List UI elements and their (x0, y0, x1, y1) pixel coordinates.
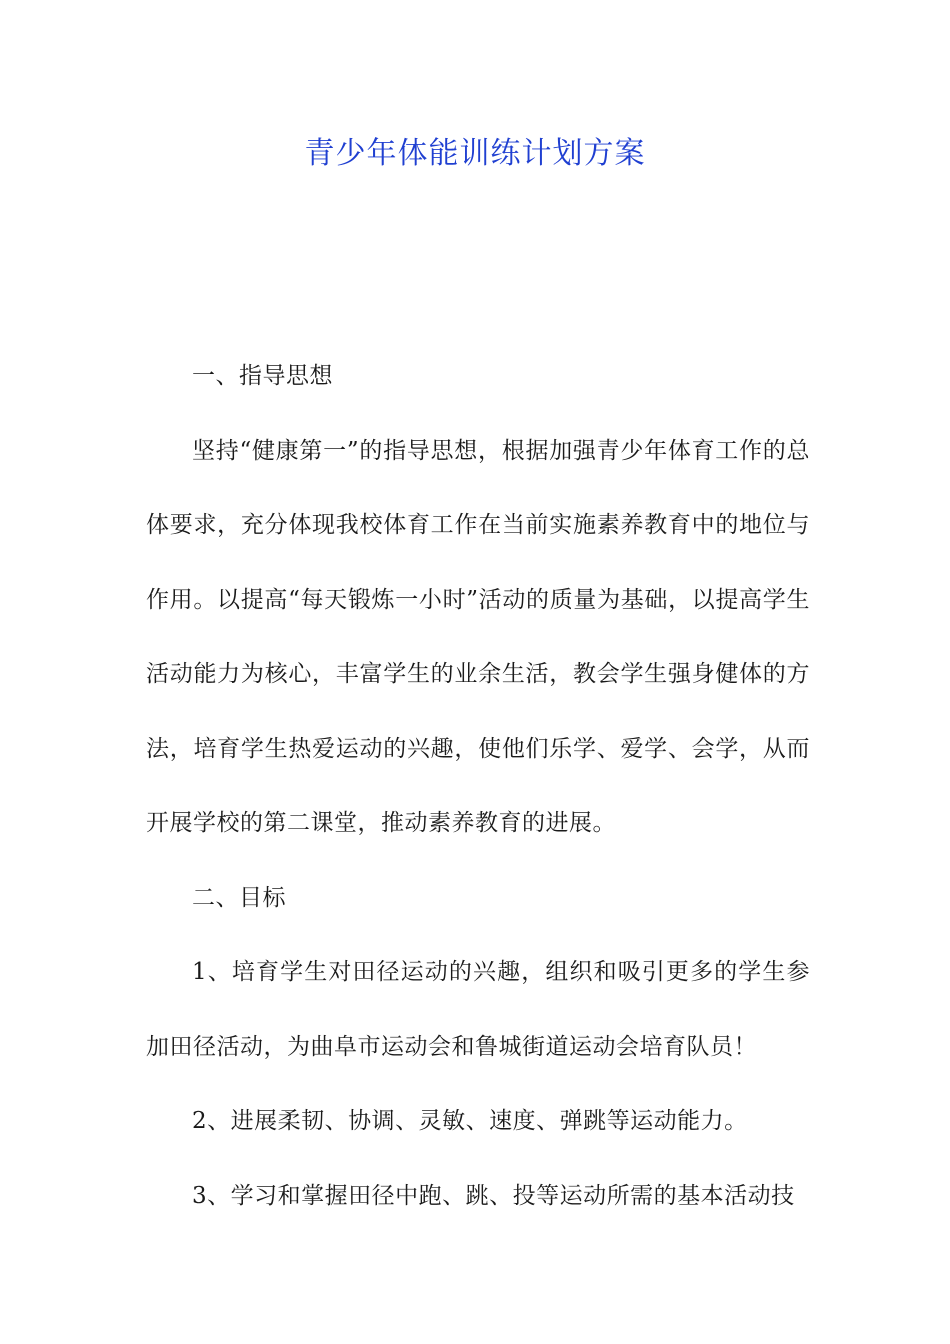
document-title: 青少年体能训练计划方案 (304, 136, 646, 171)
section-heading-goals: 二、目标 (192, 884, 286, 911)
goal-item-1: 1、培育学生对田径运动的兴趣，组织和吸引更多的学生参加田径活动，为曲阜市运动会和鲁城街道运动会培育队员！ (146, 959, 810, 1060)
section-heading-guiding-ideology: 一、指导思想 (192, 363, 333, 389)
goal-item-3: 3、学习和掌握田径中跑、跳、投等运动所需的基本活动技 (192, 1182, 795, 1209)
document-body (146, 339, 810, 1233)
goal-item-2: 2、进展柔韧、协调、灵敏、速度、弹跳等运动能力。 (192, 1108, 748, 1134)
paragraph-guiding-ideology: 坚持“健康第一”的指导思想，根据加强青少年体育工作的总体要求，充分体现我校体育工作在当前实施素养教育中的地位与作用。以提高“每天锻炼一小时”活动的质量为基础，以提高学生活动能力为核心，丰富学生的业余生活，教会学生强身健体的方法，培育学生热爱运动的兴趣，使他们乐学、爱学、会学，从而开展学校的第二课堂，推动素养教育的进展。 (146, 437, 810, 836)
